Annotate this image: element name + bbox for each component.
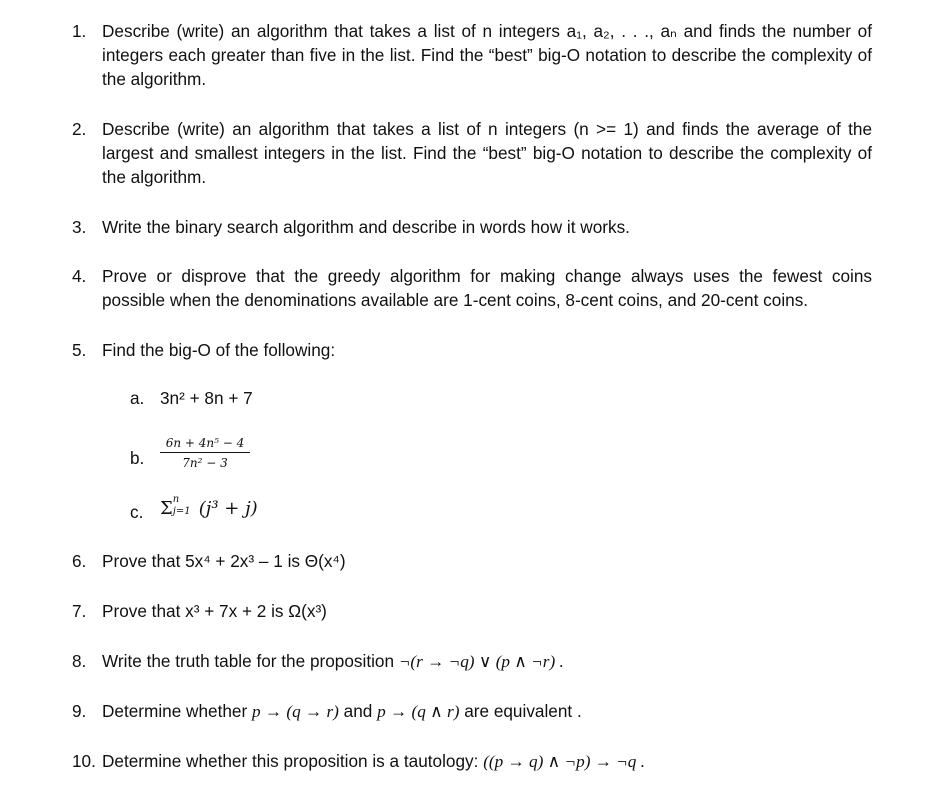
sub-item-a	[130, 386, 253, 410]
summation-upper: n	[172, 494, 180, 505]
question-6	[72, 549, 872, 573]
sub-item-label: c.	[130, 502, 144, 522]
question-10	[72, 749, 872, 774]
question-number: 5.	[72, 340, 87, 360]
summation-body: (j³ + j)	[198, 498, 258, 519]
question-9	[72, 699, 872, 724]
question-text: Describe (write) an algorithm that takes a list of n integers a₁, a₂, . . ., aₙ and finds the number of integers each greater than five in the list. Find the “best” big-O notation to describe the complexity of the algorithm.	[102, 21, 872, 89]
sub-item-expression: 3n² + 8n + 7	[160, 388, 253, 408]
question-connector: and	[343, 701, 373, 721]
sub-item-label: b.	[130, 448, 145, 468]
question-2	[72, 117, 872, 189]
question-prefix: Determine whether	[102, 701, 248, 721]
question-number: 4.	[72, 266, 87, 286]
question-number: 3.	[72, 217, 87, 237]
question-text: Describe (write) an algorithm that takes a list of n integers (n >= 1) and finds the average of the largest and smallest integers in the list. Find the “best” big-O notation to describe the complexity of the algorithm.	[102, 119, 872, 187]
summation-lower: j=1	[172, 506, 191, 517]
question-prefix: Write the truth table for the proposition	[102, 651, 395, 671]
question-suffix: are equivalent .	[464, 701, 582, 721]
sub-item-label: a.	[130, 388, 145, 408]
logic-formula: ((p → q) ∧ ¬p) → ¬q .	[483, 752, 645, 771]
question-8	[72, 649, 872, 674]
question-text: Write the binary search algorithm and describe in words how it works.	[102, 217, 630, 237]
question-text	[102, 649, 872, 674]
question-1	[72, 19, 872, 91]
question-7	[72, 599, 872, 623]
question-number: 10.	[72, 751, 96, 771]
question-prefix: Determine whether this proposition is a tautology:	[102, 751, 479, 771]
question-5	[72, 338, 872, 362]
fraction-expression	[160, 436, 250, 470]
question-number: 9.	[72, 701, 87, 721]
question-3	[72, 215, 872, 239]
logic-formula-1: p → (q → r)	[252, 702, 339, 721]
fraction-numerator: 6n + 4n⁵ − 4	[165, 436, 245, 450]
question-number: 2.	[72, 119, 87, 139]
question-text: Prove that 5x⁴ + 2x³ – 1 is Θ(x⁴)	[102, 551, 346, 571]
summation-expression	[160, 494, 258, 519]
logic-formula-2: p → (q ∧ r)	[377, 702, 460, 721]
sigma-symbol: Σ	[160, 498, 173, 519]
question-number: 1.	[72, 21, 87, 41]
question-4	[72, 264, 872, 312]
summation-limits	[172, 494, 199, 518]
question-text	[102, 749, 872, 774]
question-number: 6.	[72, 551, 87, 571]
question-text: Find the big-O of the following:	[102, 340, 336, 360]
sub-item-b	[130, 446, 160, 470]
question-text: Prove that x³ + 7x + 2 is Ω(x³)	[102, 601, 327, 621]
question-number: 8.	[72, 651, 87, 671]
logic-formula: ¬(r → ¬q) ∨ (p ∧ ¬r) .	[398, 652, 564, 671]
sub-item-c	[130, 500, 160, 524]
question-text	[102, 699, 872, 724]
question-text: Prove or disprove that the greedy algorithm for making change always uses the fewest coins possible when the denominations available are 1-cent coins, 8-cent coins, and 20-cent coins.	[102, 266, 872, 310]
fraction-denominator: 7n² − 3	[182, 456, 228, 470]
question-number: 7.	[72, 601, 87, 621]
